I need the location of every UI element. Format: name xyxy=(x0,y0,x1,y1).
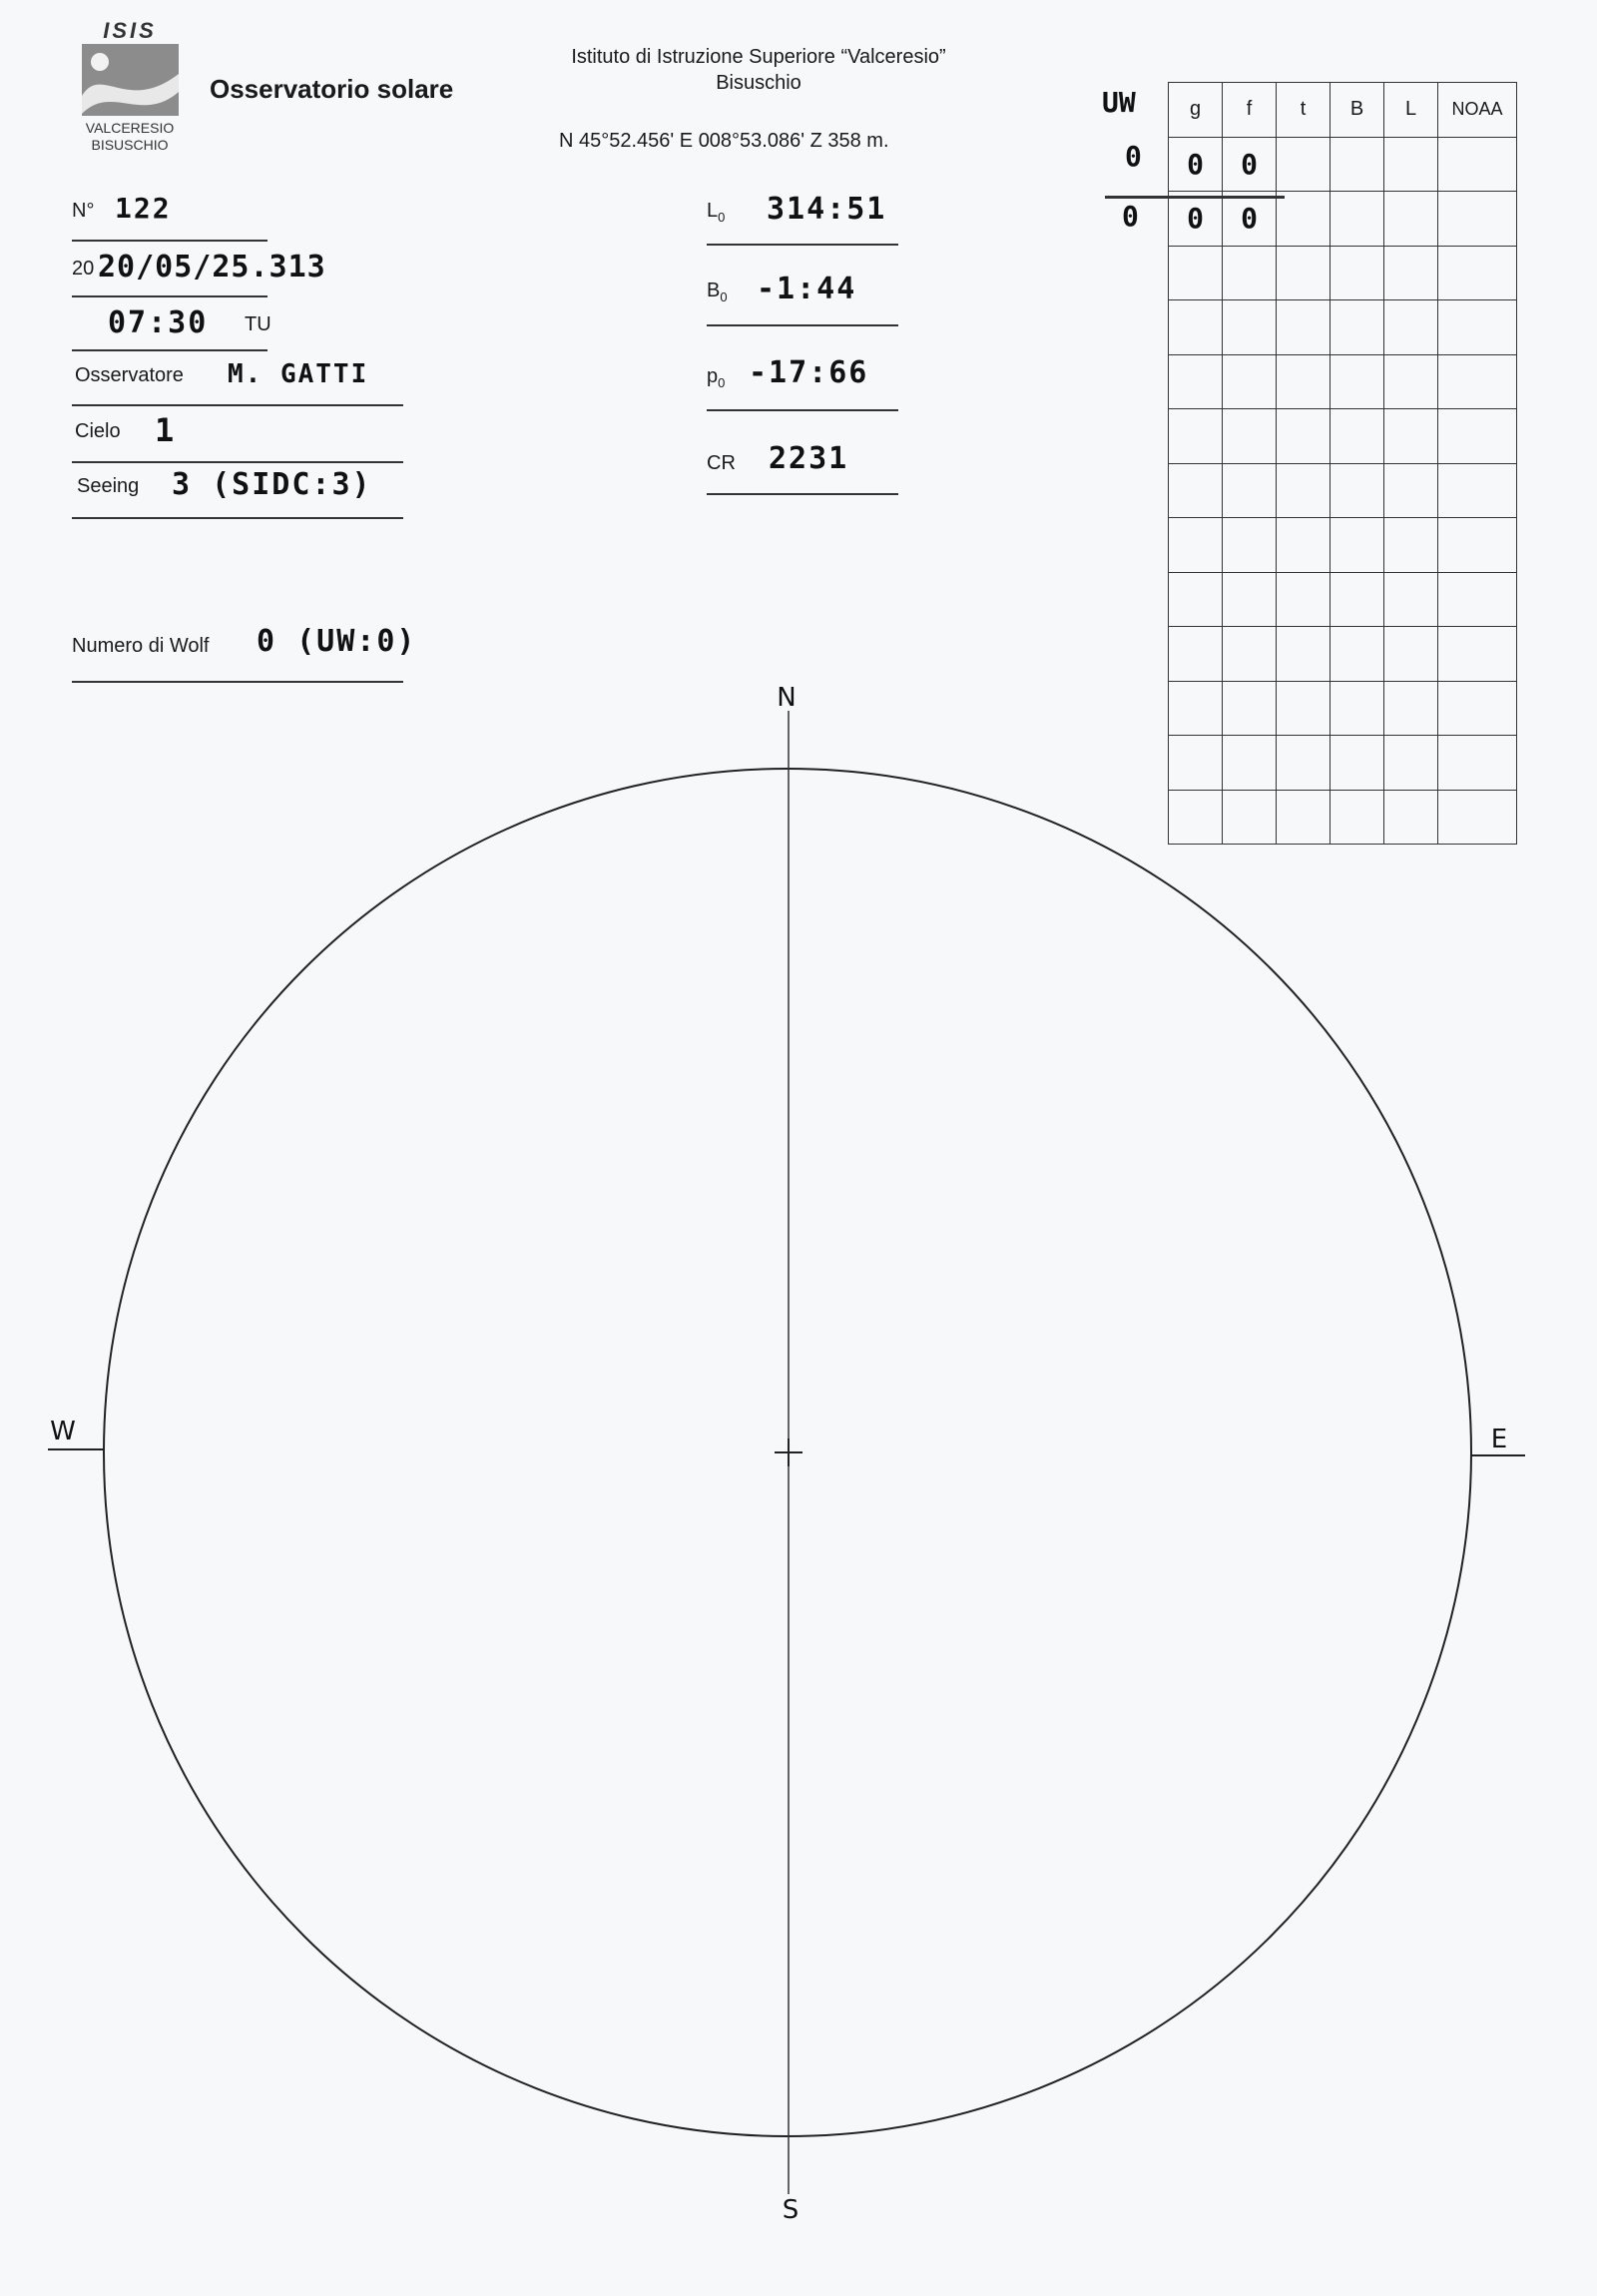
uw-column-label: UW xyxy=(1102,86,1136,119)
column-header-b: B xyxy=(1331,83,1384,138)
west-label: W xyxy=(50,1417,76,1446)
time-value: 07:30 xyxy=(108,305,209,340)
east-label: E xyxy=(1490,1425,1508,1454)
b0-label: $B_0$ xyxy=(707,280,728,304)
logo-subtitle-1: VALCERESIO xyxy=(85,120,175,136)
date-prefix: 20 xyxy=(72,258,95,280)
p0-value: -17:66 xyxy=(749,355,869,390)
l0-value: 314:51 xyxy=(767,192,887,227)
seeing-value: 3 (SIDC:3) xyxy=(172,467,372,502)
seeing-label: Seeing xyxy=(77,475,140,497)
logo-text: ISIS xyxy=(103,18,157,43)
observatory-title: Osservatorio solare xyxy=(210,74,454,104)
cell-value: 0 xyxy=(1187,147,1204,181)
institute-name: Istituto di Istruzione Superiore “Valceresio” xyxy=(571,46,946,68)
wolf-number-value: 0 (UW:0) xyxy=(257,624,417,659)
observer-value: M. GATTI xyxy=(228,359,369,389)
wolf-number-label: Numero di Wolf xyxy=(72,635,210,657)
b0-value: -1:44 xyxy=(757,272,857,306)
column-header-f: f xyxy=(1223,83,1277,138)
column-header-t: t xyxy=(1277,83,1331,138)
uw-value-row-2: 0 xyxy=(1122,200,1141,233)
north-label: N xyxy=(777,683,797,713)
p0-label: $p_0$ xyxy=(707,365,726,390)
column-header-l: L xyxy=(1384,83,1438,138)
cr-value: 2231 xyxy=(769,441,849,476)
cr-label: CR xyxy=(707,452,736,474)
site-coordinates: N 45°52.456' E 008°53.086' Z 358 m. xyxy=(559,130,889,152)
column-header-noaa: NOAA xyxy=(1438,83,1517,138)
logo-subtitle-2: BISUSCHIO xyxy=(91,137,169,153)
number-label: N° xyxy=(72,200,95,222)
south-label: S xyxy=(782,2195,799,2225)
observer-label: Osservatore xyxy=(75,364,184,386)
column-header-g: g xyxy=(1169,83,1223,138)
date-value: 20/05/25.313 xyxy=(98,250,326,285)
cell-value: 0 xyxy=(1241,202,1258,236)
l0-label: $L_0$ xyxy=(707,200,726,225)
sky-label: Cielo xyxy=(75,420,121,442)
cell-value: 0 xyxy=(1241,147,1258,181)
cell-value: 0 xyxy=(1187,202,1204,236)
time-unit: TU xyxy=(245,313,271,335)
uw-value-row-1: 0 xyxy=(1125,140,1144,173)
number-value: 122 xyxy=(115,192,172,225)
town-name: Bisuschio xyxy=(716,72,801,94)
sky-value: 1 xyxy=(155,411,177,449)
